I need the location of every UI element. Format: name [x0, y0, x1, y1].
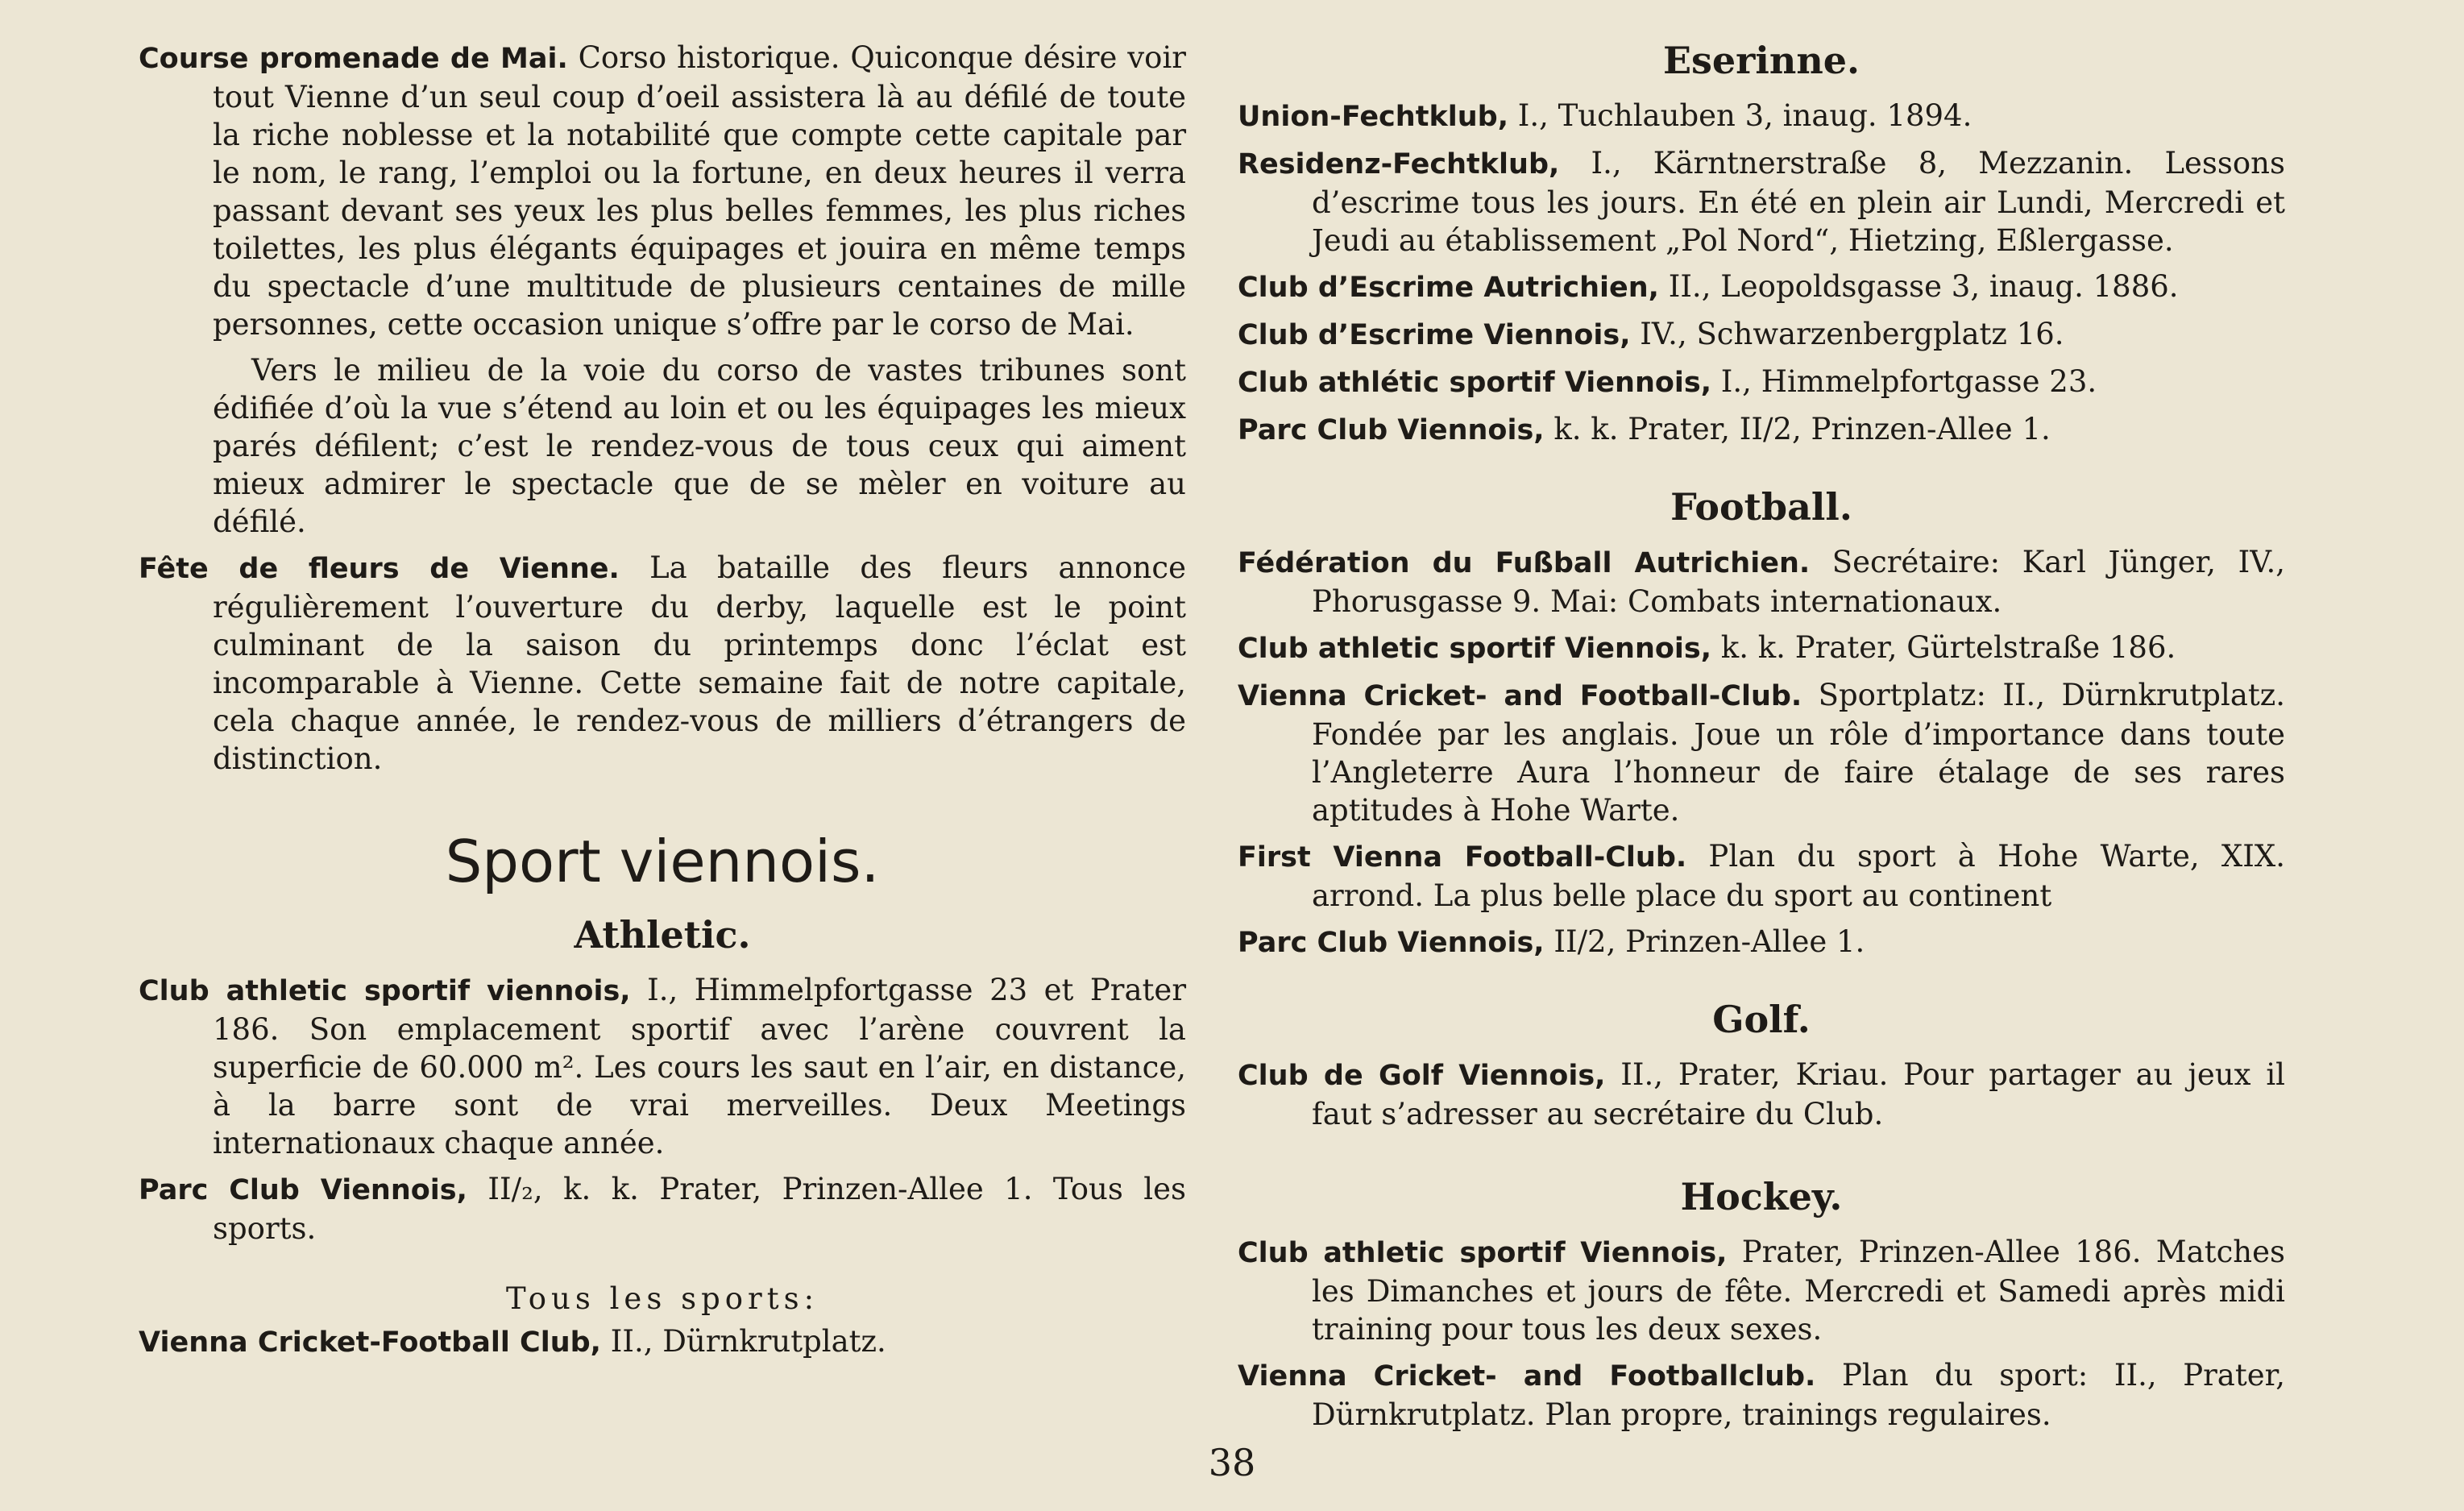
entry-lead: First Vienna Football-Club.: [1238, 841, 1687, 874]
entry-text: Plan du sport: II., Prater, Dürnkrutplatz. Plan propre, trainings regulaires.: [1312, 1358, 2285, 1432]
entry-text: II., Prater, Kriau. Pour partager au jeux il faut s’adresser au secrétaire du Club.: [1312, 1057, 2285, 1131]
entry-lead: Fête de fleurs de Vienne.: [139, 553, 620, 585]
entry-text: Sportplatz: II., Dürnkrutplatz. Fondée par les anglais. Joue un rôle d’importance dans toute l’Angleterre Aura l’honneur de faire étalage de ses rares aptitudes à Hohe Warte.: [1312, 678, 2286, 828]
entry-text: La bataille des fleurs annonce régulièrement l’ouverture du derby, laquelle est le point culminant de la saison du printemps donc l’éclat est incomparable à Vienne. Cette semaine fait de notre capitale, cela chaque année, le rendez-vous de milliers d’étrangers de distinction.: [213, 550, 1186, 776]
entry-fete-de-fleurs: [139, 549, 1186, 778]
entry-text: IV., Schwarzenbergplatz 16.: [1630, 317, 2064, 351]
entry-text: Secrétaire: Karl Jünger, IV., Phorusgasse 9. Mai: Combats internationaux.: [1312, 545, 2285, 619]
entry-text: II/₂, k. k. Prater, Prinzen-Allee 1. Tous les sports.: [213, 1172, 1186, 1246]
subtitle-tous-les-sports: Tous les sports:: [505, 1281, 819, 1316]
entry-lead: Club athlétic sportif Viennois,: [1238, 367, 1712, 399]
entry-lead: Club de Golf Viennois,: [1238, 1060, 1606, 1092]
entry-text: k. k. Prater, II/2, Prinzen-Allee 1.: [1544, 412, 2051, 446]
entry-athletic-club: [139, 971, 1186, 1162]
entry-parc-club-football: [1238, 923, 2285, 962]
entry-club-athletic-football: [1238, 629, 2285, 668]
entry-lead: Club athletic sportif Viennois,: [1238, 633, 1712, 665]
entry-lead: Parc Club Viennois,: [139, 1174, 467, 1206]
entry-lead: Union-Fechtklub,: [1238, 101, 1508, 133]
entry-lead: Club d’Escrime Autrichien,: [1238, 272, 1659, 304]
entry-text: Corso historique. Quiconque désire voir tout Vienne d’un seul coup d’oeil assistera là au défilé de toute la riche noblesse et la notabilité que compte cette capitale par le nom, le rang, l’emploi ou la fortune, en deux heures il verra passant devant ses yeux les plus belles femmes, les plus riches toilettes, les plus élégants équipages et jouira en même temps du spectacle d’une multitude de plusieurs centaines de mille personnes, cette occasion unique s’offre par le corso de Mai.: [213, 40, 1186, 342]
entry-lead: Club athletic sportif Viennois,: [1238, 1237, 1728, 1269]
entry-course-promenade: [139, 39, 1186, 343]
entry-club-athletic-escrime: [1238, 363, 2285, 402]
entry-lead: Course promenade de Mai.: [139, 43, 568, 75]
entry-text: II., Dürnkrutplatz.: [600, 1324, 886, 1359]
page-title: Sport viennois.: [445, 828, 880, 895]
section-title-athletic: Athletic.: [574, 913, 751, 957]
entry-lead: Parc Club Viennois,: [1238, 414, 1545, 446]
entry-lead: Club d’Escrime Viennois,: [1238, 319, 1631, 351]
entry-lead: Club athletic sportif viennois,: [139, 975, 631, 1007]
entry-club-athletic-hockey: [1238, 1233, 2285, 1348]
entry-residenz-fechtklub: [1238, 144, 2285, 259]
entry-lead: Vienna Cricket-Football Club,: [139, 1326, 601, 1359]
entry-lead: Residenz-Fechtklub,: [1238, 148, 1560, 181]
entry-club-escrime-autrichien: [1238, 268, 2285, 307]
entry-text: k. k. Prater, Gürtelstraße 186.: [1711, 630, 2176, 665]
entry-vienna-cricket: [139, 1322, 1186, 1362]
section-title-escrime: Eserinne.: [1662, 39, 1860, 82]
entry-vienna-cricket-hockey: [1238, 1356, 2285, 1434]
paragraph-tribunes: Vers le milieu de la voie du corso de vastes tribunes sont édifiée d’où la vue s’étend au loin et ou les équipages les mieux parés défilent; c’est le rendez-vous de tous ceux qui aiment mieux admirer le spectacle que de se mèler en voiture au défilé.: [213, 353, 1186, 539]
entry-lead: Vienna Cricket- and Footballclub.: [1238, 1360, 1816, 1393]
section-title-football: Football.: [1670, 485, 1852, 529]
entry-club-golf: [1238, 1056, 2285, 1133]
entry-text: I., Himmelpfortgasse 23.: [1711, 364, 2097, 399]
entry-lead: Vienna Cricket- and Football-Club.: [1238, 680, 1802, 712]
left-column: [139, 39, 1186, 1370]
entry-text: Plan du sport à Hohe Warte, XIX. arrond. La plus belle place du sport au continent: [1312, 839, 2285, 913]
section-title-hockey: Hockey.: [1680, 1175, 1843, 1218]
entry-club-escrime-viennois: [1238, 315, 2285, 355]
entry-text: I., Himmelpfortgasse 23 et Prater 186. Son emplacement sportif avec l’arène couvrent la superficie de 60.000 m². Les cours les saut en l’air, en distance, à la barre sont de vrai merveilles. Deux Meetings internationaux chaque année.: [213, 973, 1187, 1160]
entry-lead: Fédération du Fußball Autrichien.: [1238, 547, 1811, 579]
entry-federation-fussball: [1238, 543, 2285, 621]
entry-parc-club: [139, 1170, 1186, 1247]
right-column: [1238, 39, 2285, 1442]
page-number: 38: [1208, 1441, 1256, 1484]
entry-text: Prater, Prinzen-Allee 186. Matches les Dimanches et jours de fête. Mercredi et Samedi après midi training pour tous les deux sexes.: [1312, 1235, 2286, 1347]
entry-vienna-cricket-football: [1238, 676, 2285, 829]
entry-union-fechtklub: [1238, 97, 2285, 136]
entry-first-vienna: [1238, 837, 2285, 915]
entry-text: II., Leopoldsgasse 3, inaug. 1886.: [1658, 269, 2179, 304]
entry-text: I., Kärntnerstraße 8, Mezzanin. Lessons d’escrime tous les jours. En été en plein air Lundi, Mercredi et Jeudi au établissement „Pol Nord“, Hietzing, Eßlergasse.: [1312, 146, 2285, 258]
entry-lead: Parc Club Viennois,: [1238, 927, 1545, 959]
section-title-golf: Golf.: [1712, 998, 1811, 1041]
entry-text: II/2, Prinzen-Allee 1.: [1544, 924, 1865, 959]
entry-text: I., Tuchlauben 3, inaug. 1894.: [1508, 98, 1972, 133]
entry-parc-club-escrime: [1238, 410, 2285, 450]
